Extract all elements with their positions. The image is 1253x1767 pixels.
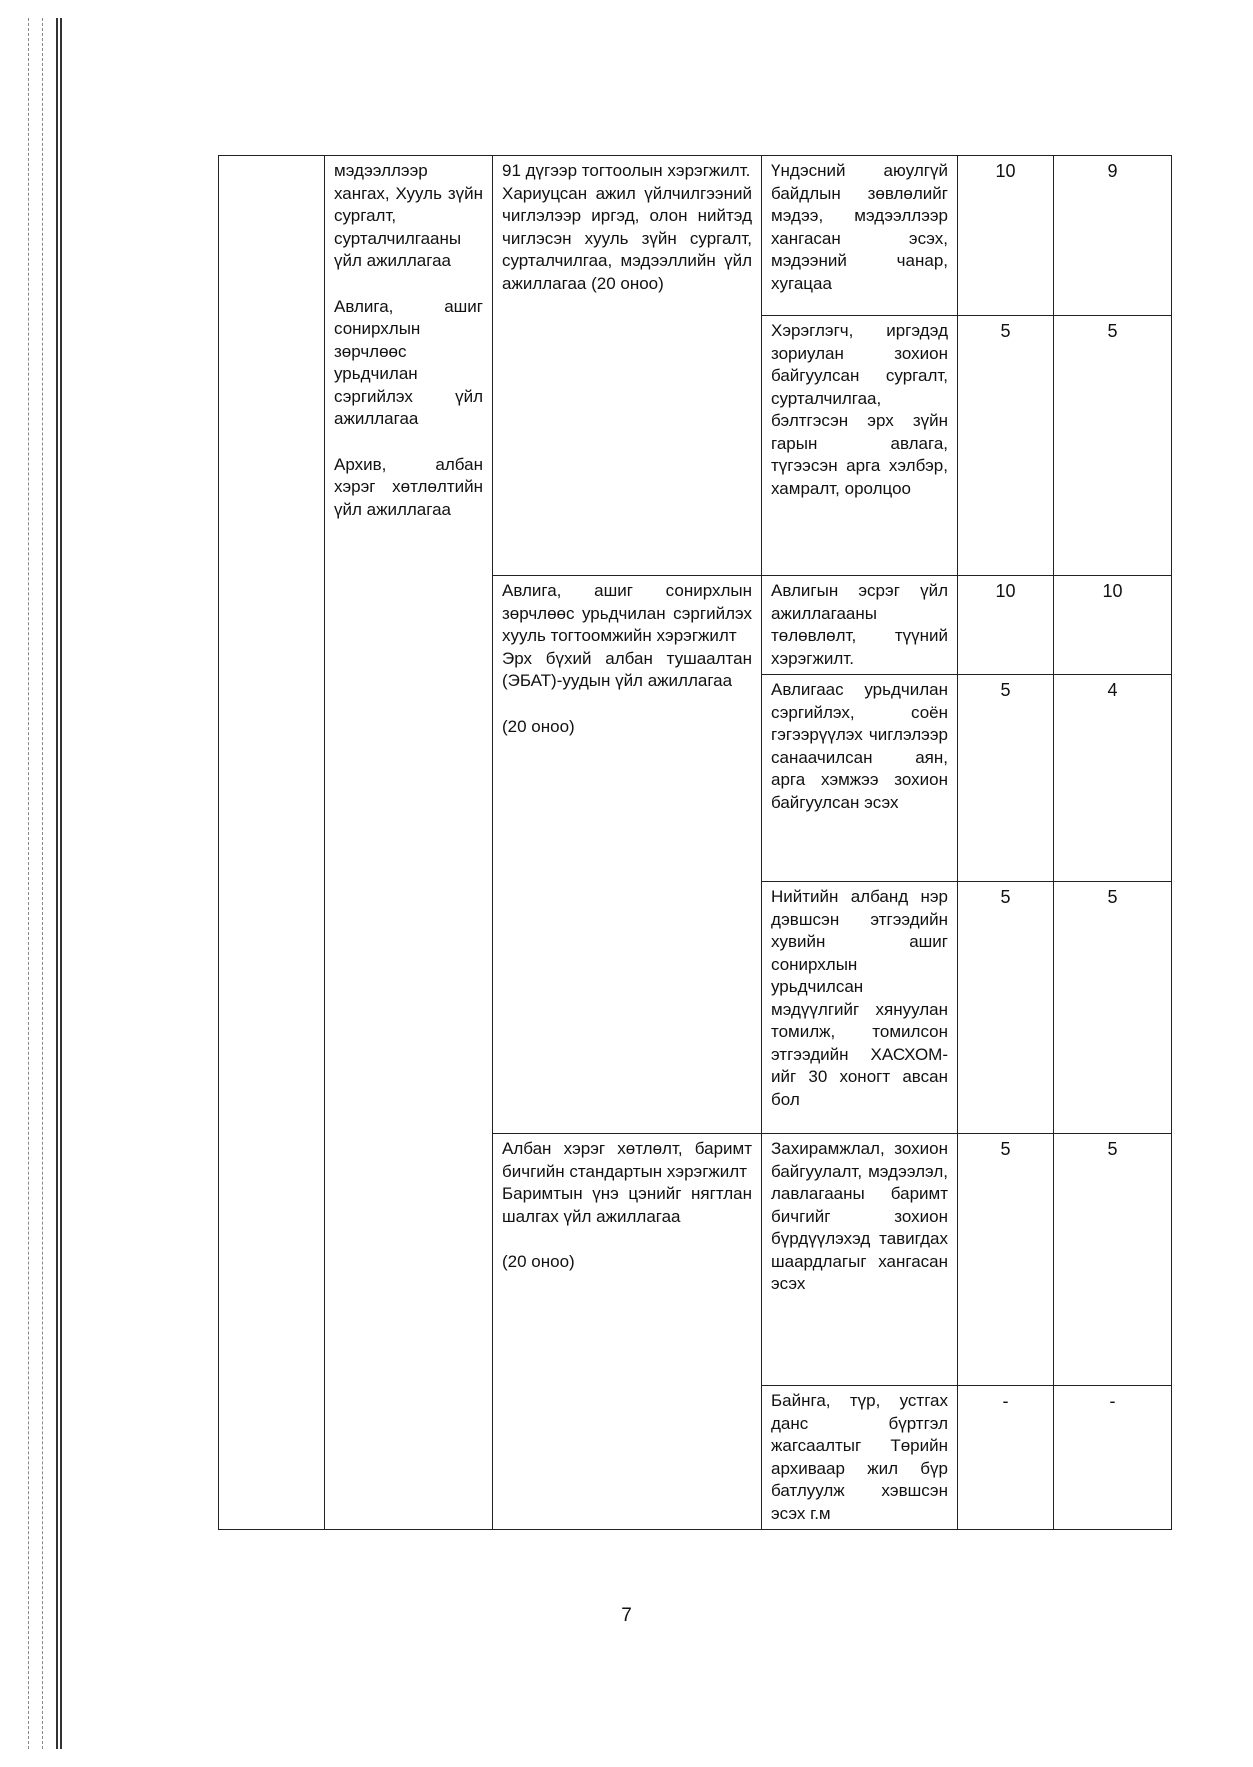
empty-cell <box>219 156 325 1530</box>
page-number: 7 <box>621 1605 632 1626</box>
indicator-line: Авлига, ашиг сонирхлын зөрчлөөс урьдчилан сэргийлэх хууль тогтоомжийн хэрэгжилт <box>502 581 752 645</box>
actual-score: 9 <box>1054 156 1172 316</box>
activity-text: мэдээллээр хангах, Хууль зүйн сургалт, сурталчилгааны үйл ажиллагаа <box>334 161 483 270</box>
binding-edge <box>28 18 29 1749</box>
activity-cell <box>325 156 493 1530</box>
criterion-cell: Үндэсний аюулгүй байдлын зөвлөлийг мэдээ, мэдээллээр хангасан эсэх, мэдээний чанар, хугацаа <box>762 156 958 316</box>
indicator-line: Эрх бүхий албан тушаалтан (ЭБАТ)-уудын үйл ажиллагаа <box>502 648 752 690</box>
indicator-points: (20 оноо) <box>502 716 575 736</box>
max-score: 5 <box>958 316 1054 576</box>
max-score: 5 <box>958 1134 1054 1386</box>
criterion-cell: Авлигын эсрэг үйл ажиллагааны төлөвлөлт, түүний хэрэгжилт. <box>762 576 958 675</box>
actual-score: 5 <box>1054 316 1172 576</box>
max-score: 10 <box>958 156 1054 316</box>
actual-score: 5 <box>1054 882 1172 1134</box>
actual-score: - <box>1054 1386 1172 1530</box>
criterion-cell: Байнга, түр, устгах данс бүртгэл жагсаалтыг Төрийн архиваар жил бүр батлуулж хэвшсэн эсэх г.м <box>762 1386 958 1530</box>
actual-score: 10 <box>1054 576 1172 675</box>
max-score: 5 <box>958 882 1054 1134</box>
indicator-cell <box>493 156 762 576</box>
table-row <box>219 156 1172 316</box>
criterion-cell: Авлигаас урьдчилан сэргийлэх, соён гэгээрүүлэх чиглэлээр санаачилсан аян, арга хэмжээ зохион байгуулсан эсэх <box>762 675 958 882</box>
actual-score: 5 <box>1054 1134 1172 1386</box>
max-score: 10 <box>958 576 1054 675</box>
indicator-cell <box>493 576 762 1134</box>
evaluation-table <box>218 155 1172 1530</box>
indicator-line: Баримтын үнэ цэнийг нягтлан шалгах үйл ажиллагаа <box>502 1184 752 1226</box>
criterion-cell: Хэрэглэгч, иргэдэд зориулан зохион байгуулсан сургалт, сурталчилгаа, бэлтгэсэн эрх зүйн гарын авлага, түгээсэн арга хэлбэр, хамралт, оролцоо <box>762 316 958 576</box>
indicator-text: 91 дүгээр тогтоолын хэрэгжилт. <box>502 161 751 180</box>
activity-text: Архив, албан хэрэг хөтлөлтийн үйл ажиллагаа <box>334 454 483 519</box>
actual-score: 4 <box>1054 675 1172 882</box>
criterion-cell: Нийтийн албанд нэр дэвшсэн этгээдийн хувийн ашиг сонирхлын урьдчилсан мэдүүлгийг хянуулан томилж, томилсон этгээдийн ХАСХОМ-ийг 30 хоногт авсан бол <box>762 882 958 1134</box>
binding-edge <box>56 18 58 1749</box>
max-score: 5 <box>958 675 1054 882</box>
indicator-points: (20 оноо) <box>502 1252 575 1271</box>
indicator-text <box>502 580 752 693</box>
binding-edge <box>60 18 62 1749</box>
binding-edge <box>42 18 43 1749</box>
indicator-cell <box>493 1134 762 1530</box>
criterion-cell: Захирамжлал, зохион байгуулалт, мэдээлэл, лавлагааны баримт бичгийг зохион бүрдүүлэхэд тавигдах шаардлагыг хангасан эсэх <box>762 1134 958 1386</box>
activity-text: Авлига, ашиг сонирхлын зөрчлөөс урьдчилан сэргийлэх үйл ажиллагаа <box>334 296 483 428</box>
max-score: - <box>958 1386 1054 1530</box>
indicator-line: Албан хэрэг хөтлөлт, баримт бичгийн стандартын хэрэгжилт <box>502 1139 752 1181</box>
indicator-text <box>502 1138 752 1228</box>
indicator-text: Хариуцсан ажил үйлчилгээний чиглэлээр иргэд, олон нийтэд чиглэсэн хууль зүйн сургалт, сурталчилгаа, мэдээллийн үйл ажиллагаа (20 оноо) <box>502 183 752 293</box>
